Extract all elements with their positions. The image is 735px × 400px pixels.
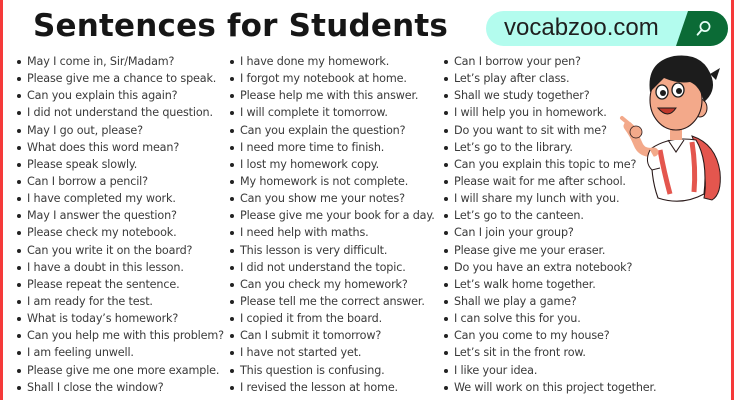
sentence-column-1 — [16, 53, 224, 396]
list-item: Can you come to my house? — [443, 327, 656, 344]
student-illustration — [612, 48, 730, 210]
list-item: Please give me your book for a day. — [229, 207, 435, 224]
list-item: This question is confusing. — [229, 362, 435, 379]
list-item: May I come in, Sir/Madam? — [16, 53, 224, 70]
list-item: Please give me one more example. — [16, 362, 224, 379]
site-name: vocabzoo.com — [504, 14, 659, 41]
list-item: I like your idea. — [443, 362, 656, 379]
list-item: I revised the lesson at home. — [229, 379, 435, 396]
list-item: Please speak slowly. — [16, 156, 224, 173]
list-item: We will work on this project together. — [443, 379, 656, 396]
list-item: Please wait for me after school. — [443, 173, 656, 190]
list-item: I did not understand the topic. — [229, 259, 435, 276]
list-item: Please repeat the sentence. — [16, 276, 224, 293]
list-item: What does this word mean? — [16, 139, 224, 156]
list-item: I will share my lunch with you. — [443, 190, 656, 207]
list-item: Can I borrow a pencil? — [16, 173, 224, 190]
list-item: Can I join your group? — [443, 224, 656, 241]
list-item: Shall I close the window? — [16, 379, 224, 396]
list-item: I need more time to finish. — [229, 139, 435, 156]
list-item: I have done my homework. — [229, 53, 435, 70]
list-item: I will complete it tomorrow. — [229, 104, 435, 121]
list-item: Let’s sit in the front row. — [443, 344, 656, 361]
search-button[interactable] — [676, 11, 728, 46]
list-item: May I answer the question? — [16, 207, 224, 224]
list-item: Can I submit it tomorrow? — [229, 327, 435, 344]
sentence-column-2 — [229, 53, 435, 396]
list-item: I have a doubt in this lesson. — [16, 259, 224, 276]
list-item: My homework is not complete. — [229, 173, 435, 190]
left-border — [0, 0, 3, 400]
list-item: Can you check my homework? — [229, 276, 435, 293]
list-item: Can you show me your notes? — [229, 190, 435, 207]
list-item: I can solve this for you. — [443, 310, 656, 327]
list-item: May I go out, please? — [16, 122, 224, 139]
list-item: I will help you in homework. — [443, 104, 656, 121]
list-item: Let’s play after class. — [443, 70, 656, 87]
list-item: Do you have an extra notebook? — [443, 259, 656, 276]
list-item: Can you explain this again? — [16, 87, 224, 104]
site-search-pill[interactable] — [486, 11, 728, 46]
list-item: I forgot my notebook at home. — [229, 70, 435, 87]
list-item: I did not understand the question. — [16, 104, 224, 121]
list-item: Can you write it on the board? — [16, 242, 224, 259]
list-item: I have not started yet. — [229, 344, 435, 361]
list-item: I copied it from the board. — [229, 310, 435, 327]
list-item: Can you help me with this problem? — [16, 327, 224, 344]
list-item: What is today’s homework? — [16, 310, 224, 327]
right-border — [731, 0, 734, 400]
list-item: Can I borrow your pen? — [443, 53, 656, 70]
list-item: Please help me with this answer. — [229, 87, 435, 104]
list-item: Do you want to sit with me? — [443, 122, 656, 139]
list-item: I have completed my work. — [16, 190, 224, 207]
list-item: I am ready for the test. — [16, 293, 224, 310]
list-item: Let’s go to the canteen. — [443, 207, 656, 224]
list-item: Shall we play a game? — [443, 293, 656, 310]
list-item: I am feeling unwell. — [16, 344, 224, 361]
list-item: Can you explain this topic to me? — [443, 156, 656, 173]
list-item: I lost my homework copy. — [229, 156, 435, 173]
list-item: Let’s go to the library. — [443, 139, 656, 156]
list-item: Please give me a chance to speak. — [16, 70, 224, 87]
page-title: Sentences for Students — [33, 8, 449, 44]
list-item: Can you explain the question? — [229, 122, 435, 139]
search-icon — [696, 20, 712, 37]
list-item: Shall we study together? — [443, 87, 656, 104]
list-item: This lesson is very difficult. — [229, 242, 435, 259]
list-item: Please give me your eraser. — [443, 242, 656, 259]
list-item: Please check my notebook. — [16, 224, 224, 241]
list-item: I need help with maths. — [229, 224, 435, 241]
list-item: Let’s walk home together. — [443, 276, 656, 293]
list-item: Please tell me the correct answer. — [229, 293, 435, 310]
